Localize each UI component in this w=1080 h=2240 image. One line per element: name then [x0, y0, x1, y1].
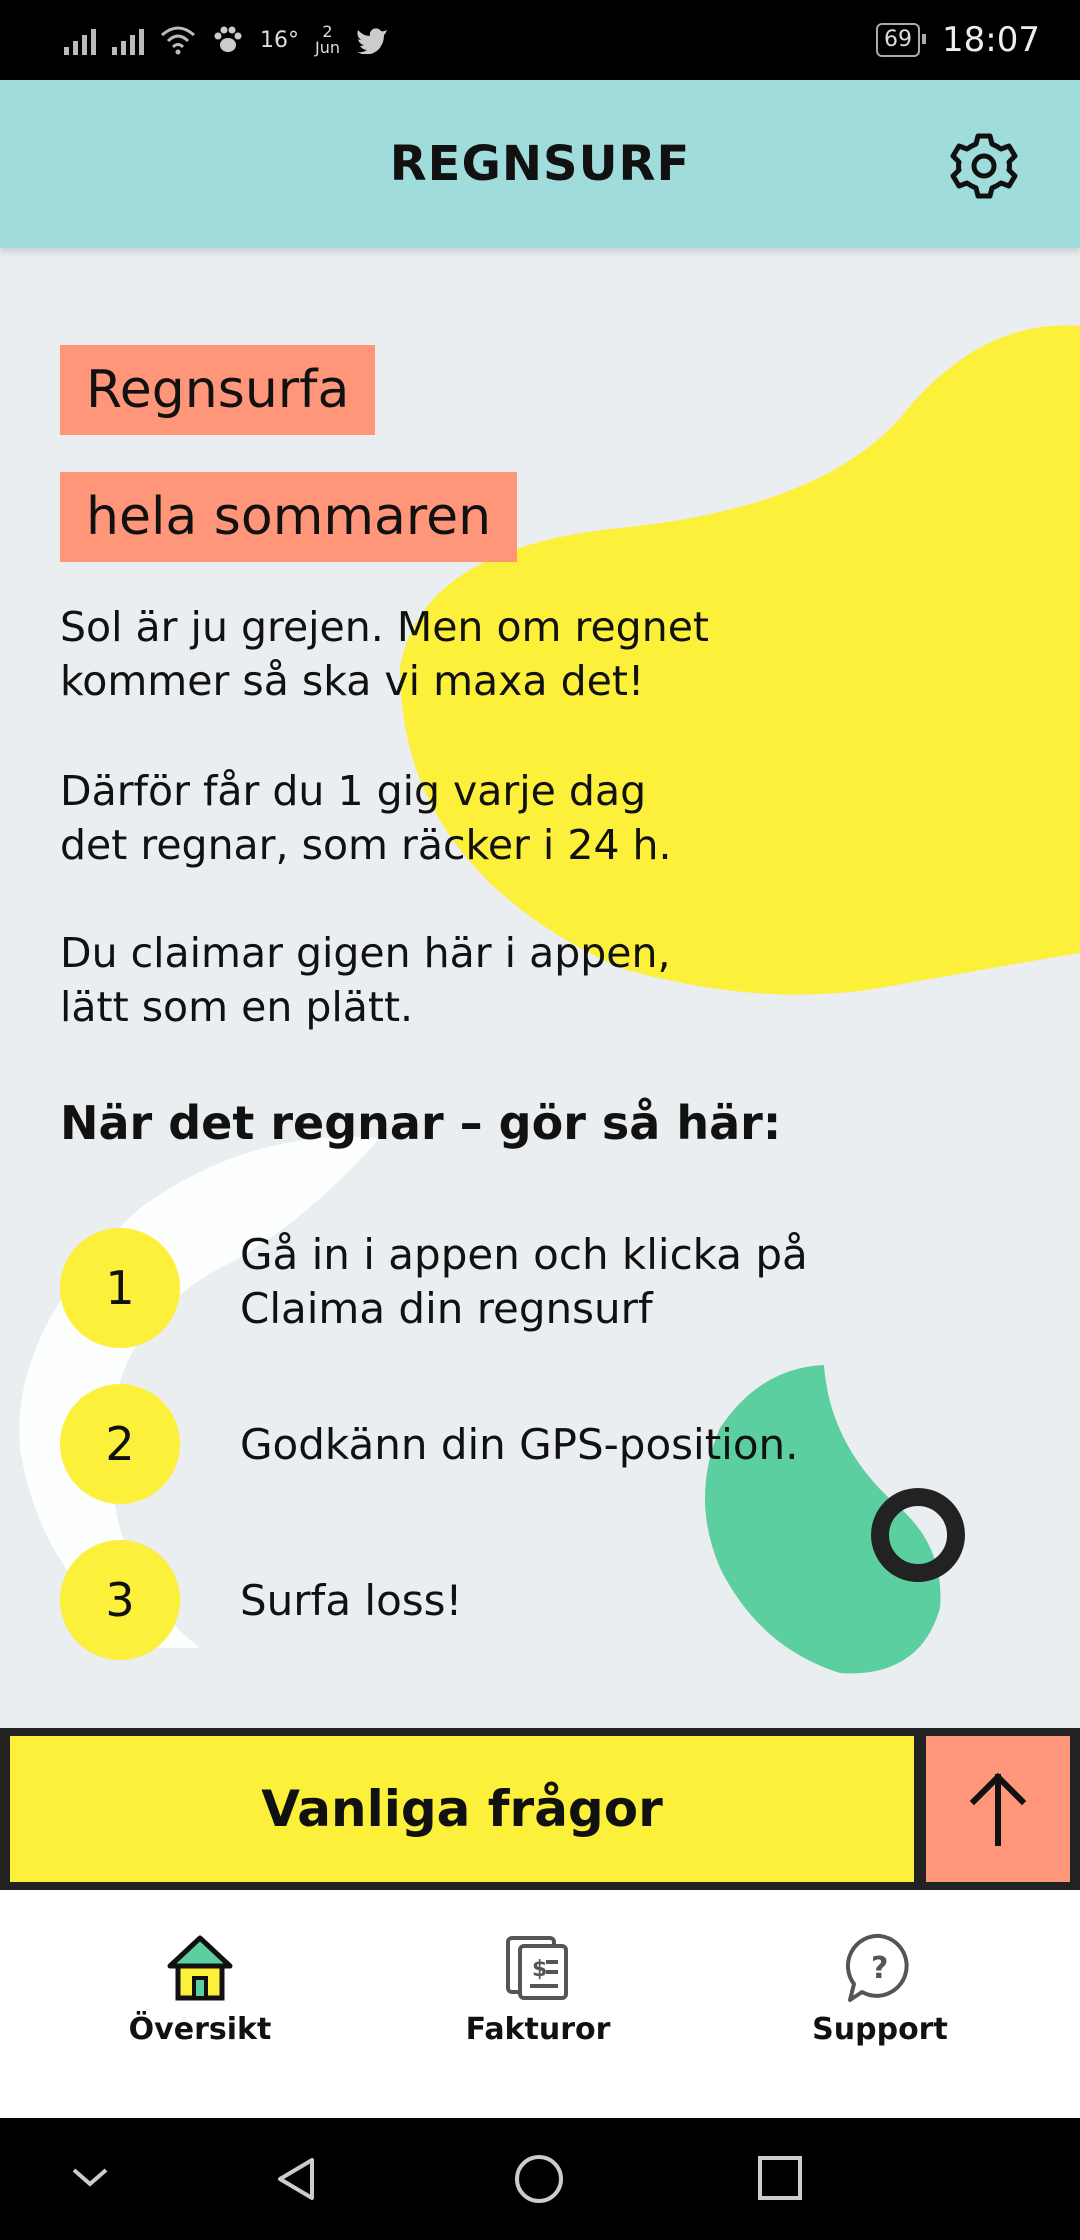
gear-icon[interactable] [946, 128, 1022, 204]
status-date [315, 24, 340, 56]
step-text: Gå in i appen och klicka på Claima din regnsurf [240, 1230, 808, 1333]
home-icon [164, 1932, 236, 2004]
step-text: Godkänn din GPS-position. [240, 1420, 799, 1469]
headline-tag-1: Regnsurfa [60, 345, 375, 435]
date-month: Jun [315, 38, 340, 57]
wifi-icon [160, 25, 196, 55]
step-text: Surfa loss! [240, 1576, 463, 1625]
signal-icon [112, 25, 144, 55]
nav-label: Översikt [128, 2012, 272, 2047]
svg-text:?: ? [871, 1951, 889, 1986]
step-number: 1 [60, 1228, 180, 1348]
step-item [60, 1228, 960, 1348]
temperature: 16° [260, 27, 299, 53]
step-number: 2 [60, 1384, 180, 1504]
scroll-top-button[interactable] [926, 1736, 1070, 1882]
nav-item-oversikt[interactable] [90, 1932, 310, 2047]
recents-icon[interactable] [754, 2154, 804, 2204]
faq-bar [0, 1728, 1080, 1890]
faq-button[interactable]: Vanliga frågor [10, 1736, 914, 1882]
battery-indicator: 69 [876, 23, 920, 57]
nav-label: Support [812, 2012, 948, 2047]
twitter-icon [356, 26, 388, 54]
question-bubble-icon [844, 1932, 916, 2004]
nav-label: Fakturor [465, 2012, 611, 2047]
arrow-up-icon [968, 1771, 1028, 1847]
step-item [60, 1540, 960, 1660]
intro-paragraph-2: Därför får du 1 gig varje dag det regnar, som räcker i 24 h. [60, 767, 672, 869]
svg-text:$: $ [532, 1957, 548, 1982]
headline-tag-2: hela sommaren [60, 472, 517, 562]
signal-icon [64, 25, 96, 55]
back-icon[interactable] [272, 2154, 322, 2204]
intro-paragraph-3: Du claimar gigen här i appen, lätt som en plätt. [60, 929, 671, 1031]
nav-item-support[interactable] [770, 1932, 990, 2047]
nav-item-fakturor[interactable] [428, 1932, 648, 2047]
bottom-navigation [0, 1890, 1080, 2118]
step-number: 3 [60, 1540, 180, 1660]
main-content [0, 248, 1080, 1728]
system-navigation-bar [0, 2118, 1080, 2240]
invoice-icon [502, 1932, 574, 2004]
page-title: REGNSURF [389, 136, 691, 192]
date-day: 2 [322, 22, 333, 41]
step-item [60, 1384, 960, 1504]
app-bar [0, 80, 1080, 248]
clock: 18:07 [942, 20, 1040, 60]
intro-paragraph-1: Sol är ju grejen. Men om regnet kommer så ska vi maxa det! [60, 603, 709, 705]
chevron-down-icon[interactable] [66, 2154, 114, 2202]
paw-icon [212, 25, 244, 55]
steps-heading: När det regnar – gör så här: [60, 1096, 782, 1150]
status-bar [0, 0, 1080, 80]
home-circle-icon[interactable] [512, 2154, 566, 2208]
